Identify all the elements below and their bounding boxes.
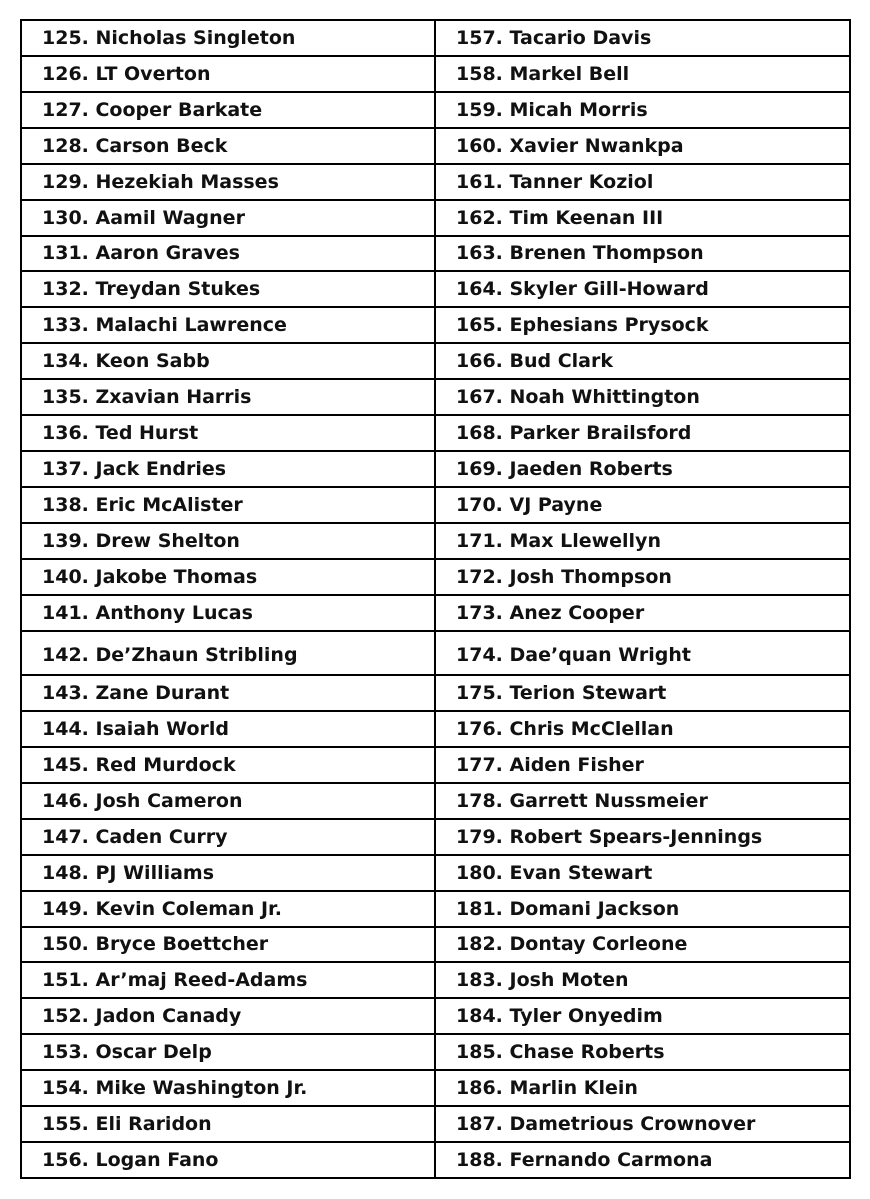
- roster-entry-left: 127. Cooper Barkate: [21, 92, 435, 128]
- roster-entry-left: 137. Jack Endries: [21, 451, 435, 487]
- roster-entry-right: 160. Xavier Nwankpa: [435, 128, 850, 164]
- table-row: [21, 451, 850, 487]
- roster-entry-left: 144. Isaiah World: [21, 711, 435, 747]
- roster-entry-left: 142. De’Zhaun Stribling: [21, 631, 435, 675]
- roster-entry-left: 134. Keon Sabb: [21, 343, 435, 379]
- roster-entry-right: 168. Parker Brailsford: [435, 415, 850, 451]
- roster-entry-right: 171. Max Llewellyn: [435, 523, 850, 559]
- roster-entry-left: 128. Carson Beck: [21, 128, 435, 164]
- roster-entry-left: 153. Oscar Delp: [21, 1034, 435, 1070]
- roster-entry-right: 185. Chase Roberts: [435, 1034, 850, 1070]
- table-row: [21, 1106, 850, 1142]
- roster-entry-right: 180. Evan Stewart: [435, 855, 850, 891]
- table-row: [21, 415, 850, 451]
- table-row: [21, 1034, 850, 1070]
- roster-entry-right: 181. Domani Jackson: [435, 891, 850, 927]
- roster-entry-right: 176. Chris McClellan: [435, 711, 850, 747]
- table-row: [21, 927, 850, 963]
- roster-entry-left: 145. Red Murdock: [21, 747, 435, 783]
- table-row: [21, 379, 850, 415]
- roster-table-body: [21, 20, 850, 1178]
- roster-entry-left: 143. Zane Durant: [21, 675, 435, 711]
- roster-entry-left: 131. Aaron Graves: [21, 236, 435, 272]
- table-row: [21, 487, 850, 523]
- table-row: [21, 164, 850, 200]
- roster-entry-right: 178. Garrett Nussmeier: [435, 783, 850, 819]
- table-row: [21, 783, 850, 819]
- roster-entry-right: 166. Bud Clark: [435, 343, 850, 379]
- roster-entry-left: 155. Eli Raridon: [21, 1106, 435, 1142]
- roster-entry-right: 163. Brenen Thompson: [435, 236, 850, 272]
- table-row: [21, 523, 850, 559]
- roster-entry-right: 164. Skyler Gill-Howard: [435, 271, 850, 307]
- table-row: [21, 1142, 850, 1178]
- roster-entry-left: 133. Malachi Lawrence: [21, 307, 435, 343]
- roster-entry-left: 154. Mike Washington Jr.: [21, 1070, 435, 1106]
- table-row: [21, 343, 850, 379]
- table-row: [21, 631, 850, 675]
- roster-entry-right: 174. Dae’quan Wright: [435, 631, 850, 675]
- table-row: [21, 559, 850, 595]
- roster-entry-left: 129. Hezekiah Masses: [21, 164, 435, 200]
- roster-entry-left: 141. Anthony Lucas: [21, 595, 435, 631]
- roster-entry-left: 151. Ar’maj Reed-Adams: [21, 962, 435, 998]
- roster-entry-right: 165. Ephesians Prysock: [435, 307, 850, 343]
- table-row: [21, 128, 850, 164]
- table-row: [21, 271, 850, 307]
- roster-entry-left: 140. Jakobe Thomas: [21, 559, 435, 595]
- roster-entry-right: 183. Josh Moten: [435, 962, 850, 998]
- table-row: [21, 747, 850, 783]
- table-row: [21, 56, 850, 92]
- roster-entry-left: 138. Eric McAlister: [21, 487, 435, 523]
- roster-entry-right: 172. Josh Thompson: [435, 559, 850, 595]
- roster-entry-left: 152. Jadon Canady: [21, 998, 435, 1034]
- roster-entry-right: 177. Aiden Fisher: [435, 747, 850, 783]
- roster-entry-left: 139. Drew Shelton: [21, 523, 435, 559]
- table-row: [21, 92, 850, 128]
- roster-entry-right: 179. Robert Spears-Jennings: [435, 819, 850, 855]
- roster-entry-right: 186. Marlin Klein: [435, 1070, 850, 1106]
- roster-entry-right: 175. Terion Stewart: [435, 675, 850, 711]
- roster-entry-right: 170. VJ Payne: [435, 487, 850, 523]
- roster-entry-right: 184. Tyler Onyedim: [435, 998, 850, 1034]
- table-row: [21, 20, 850, 56]
- table-row: [21, 236, 850, 272]
- table-row: [21, 962, 850, 998]
- roster-entry-left: 146. Josh Cameron: [21, 783, 435, 819]
- roster-entry-left: 125. Nicholas Singleton: [21, 20, 435, 56]
- roster-entry-right: 188. Fernando Carmona: [435, 1142, 850, 1178]
- table-row: [21, 711, 850, 747]
- roster-entry-left: 149. Kevin Coleman Jr.: [21, 891, 435, 927]
- roster-entry-right: 162. Tim Keenan III: [435, 200, 850, 236]
- roster-table: [20, 19, 851, 1179]
- table-row: [21, 998, 850, 1034]
- table-row: [21, 307, 850, 343]
- roster-entry-right: 167. Noah Whittington: [435, 379, 850, 415]
- roster-entry-left: 156. Logan Fano: [21, 1142, 435, 1178]
- roster-entry-right: 182. Dontay Corleone: [435, 927, 850, 963]
- roster-entry-right: 173. Anez Cooper: [435, 595, 850, 631]
- table-row: [21, 595, 850, 631]
- roster-entry-right: 158. Markel Bell: [435, 56, 850, 92]
- roster-sheet: [20, 19, 847, 1179]
- table-row: [21, 891, 850, 927]
- table-row: [21, 1070, 850, 1106]
- roster-entry-right: 187. Dametrious Crownover: [435, 1106, 850, 1142]
- roster-entry-right: 157. Tacario Davis: [435, 20, 850, 56]
- table-row: [21, 855, 850, 891]
- table-row: [21, 675, 850, 711]
- roster-entry-left: 148. PJ Williams: [21, 855, 435, 891]
- roster-entry-right: 159. Micah Morris: [435, 92, 850, 128]
- roster-entry-left: 130. Aamil Wagner: [21, 200, 435, 236]
- roster-entry-left: 136. Ted Hurst: [21, 415, 435, 451]
- table-row: [21, 200, 850, 236]
- table-row: [21, 819, 850, 855]
- roster-entry-right: 161. Tanner Koziol: [435, 164, 850, 200]
- roster-entry-left: 126. LT Overton: [21, 56, 435, 92]
- roster-entry-left: 135. Zxavian Harris: [21, 379, 435, 415]
- roster-entry-left: 147. Caden Curry: [21, 819, 435, 855]
- roster-entry-right: 169. Jaeden Roberts: [435, 451, 850, 487]
- roster-entry-left: 150. Bryce Boettcher: [21, 927, 435, 963]
- roster-entry-left: 132. Treydan Stukes: [21, 271, 435, 307]
